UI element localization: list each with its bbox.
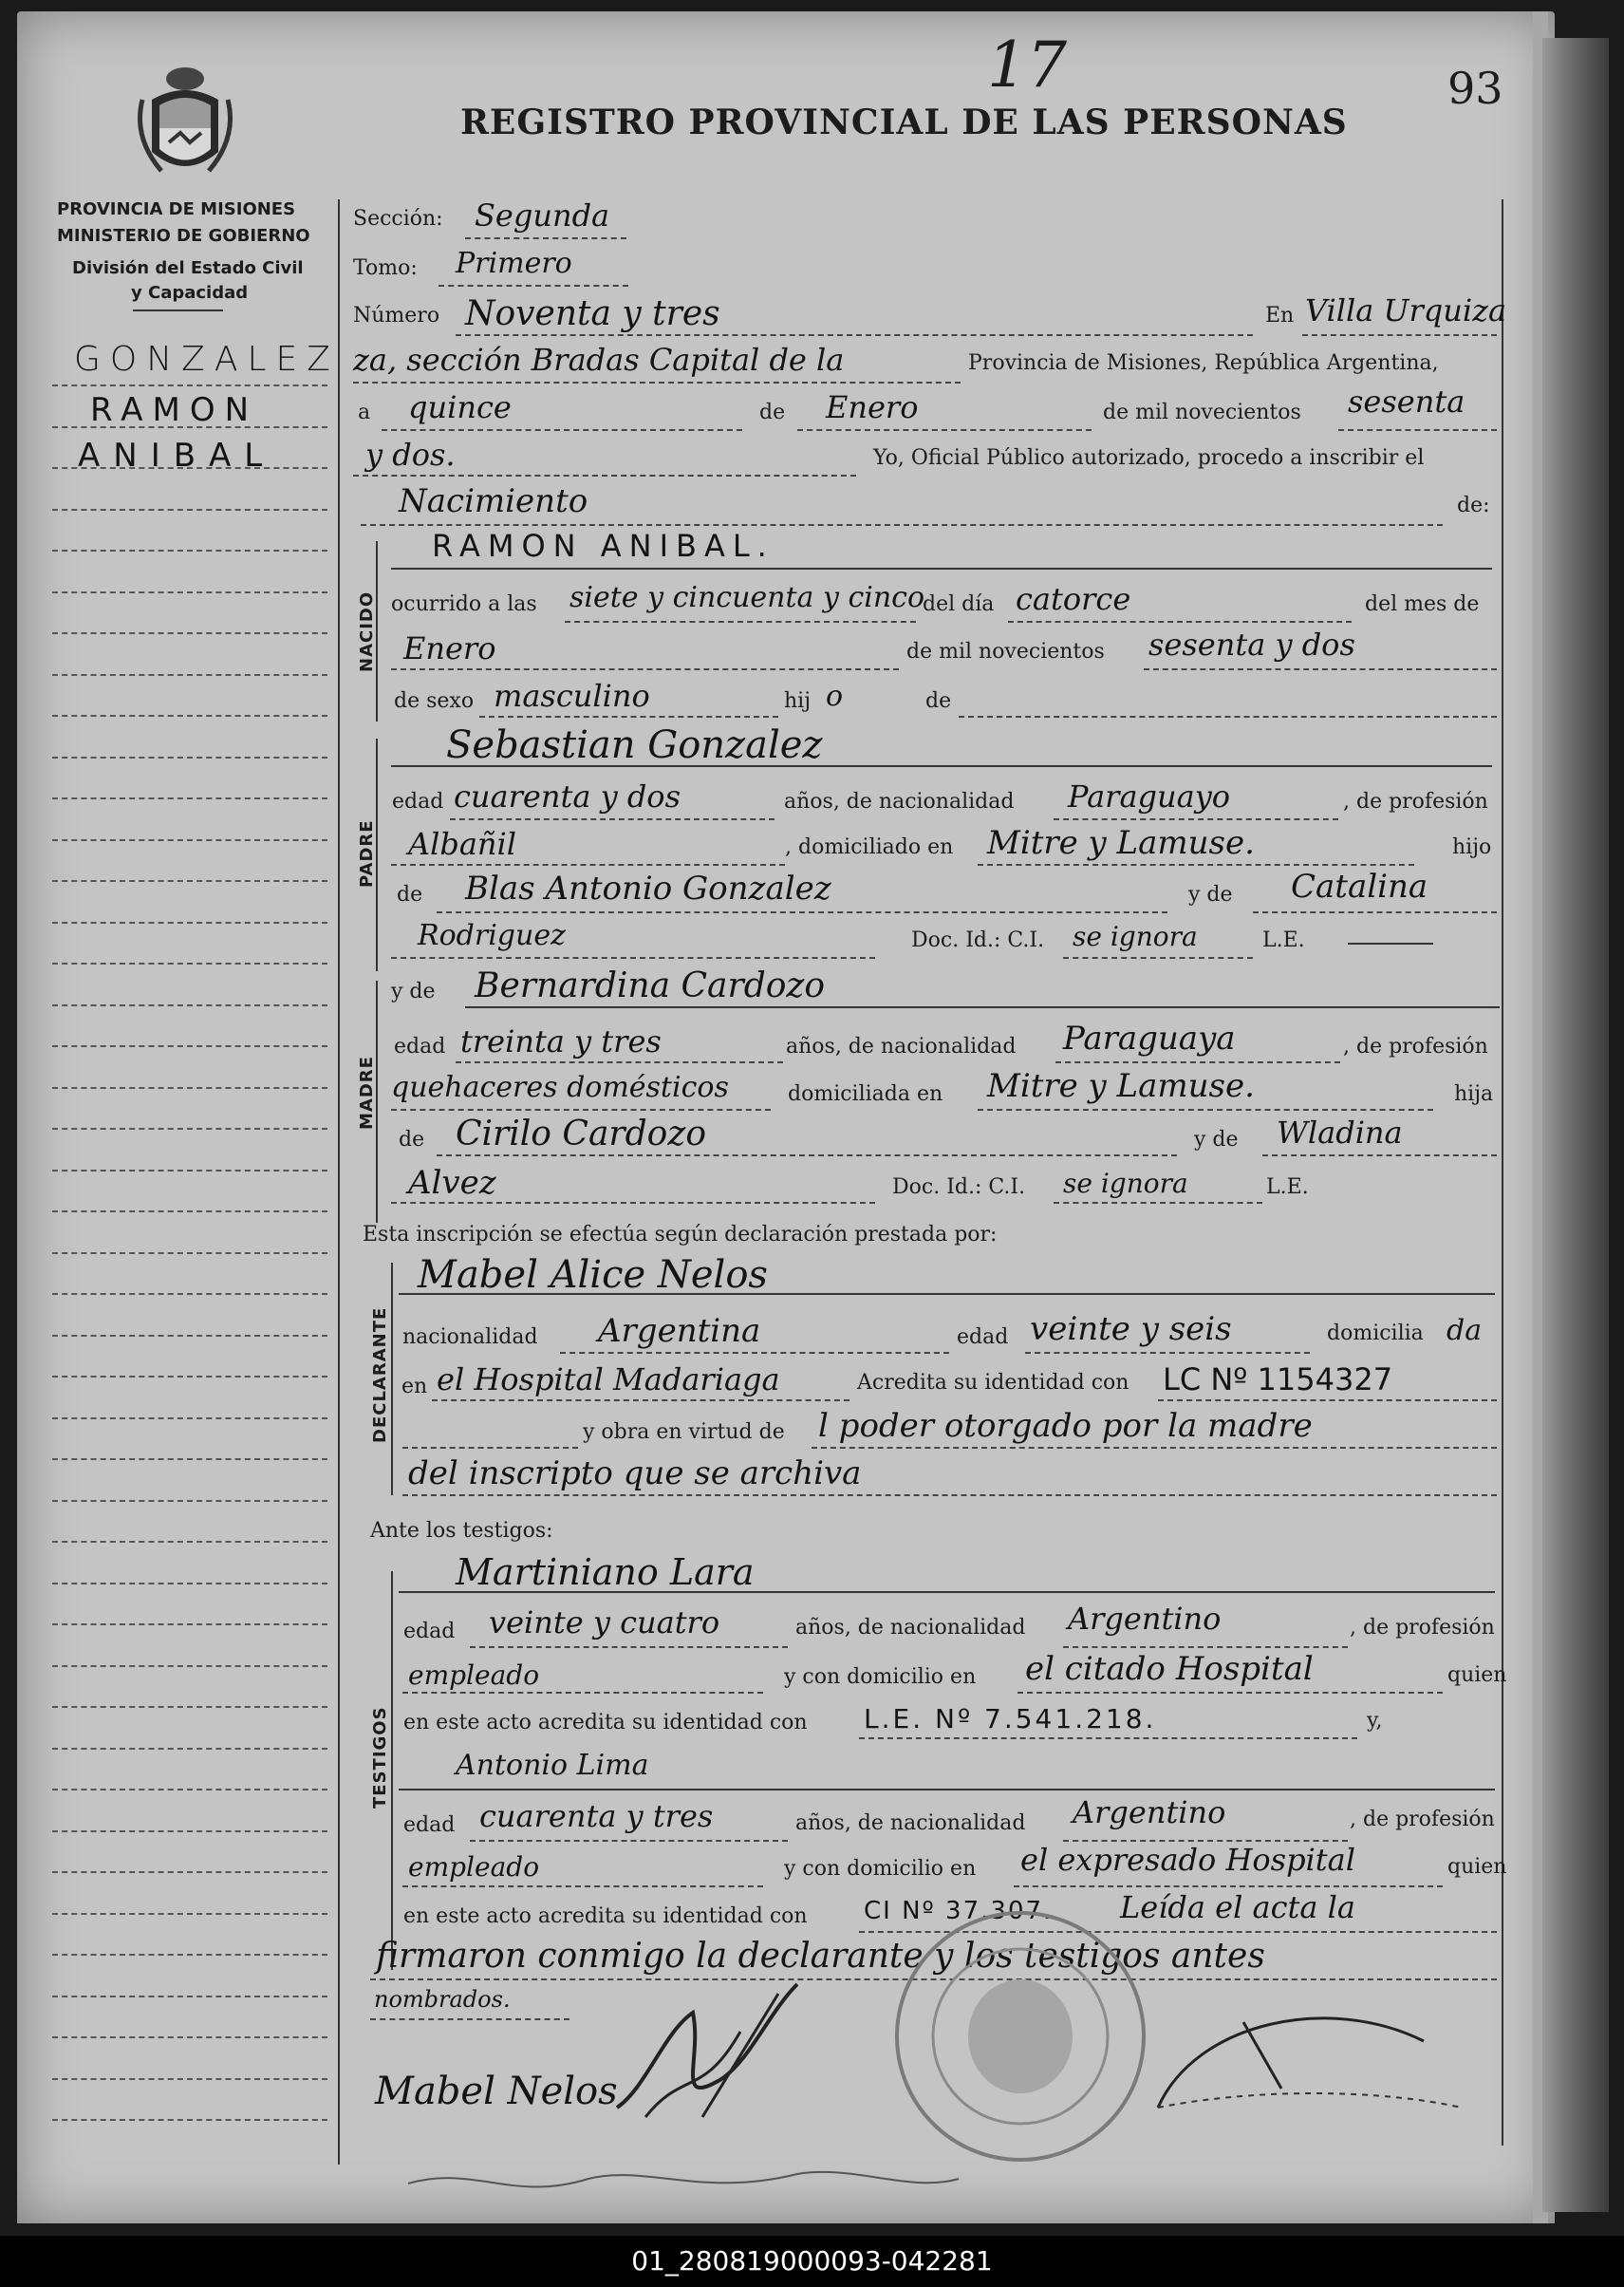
nacido-label: NACIDO: [357, 590, 377, 672]
seccion-line: [465, 237, 626, 239]
tomo-line: [439, 285, 628, 287]
t1-dom-label: y con domicilio en: [784, 1665, 977, 1689]
date-mil-label: de mil novecientos: [1103, 401, 1301, 424]
declarante-dom-label: domicilia: [1327, 1322, 1424, 1345]
acto-de-label: de:: [1457, 494, 1490, 517]
margin-rule-line: [52, 1541, 327, 1543]
del-dia-label: del día: [923, 592, 995, 616]
margin-rule-line: [52, 797, 327, 799]
madre-edad-line: [456, 1061, 783, 1063]
dia-value: catorce: [1016, 581, 1131, 617]
t2-documento: CI Nº 37.307.: [864, 1897, 1054, 1925]
testigo1-name-line: [399, 1591, 1495, 1593]
t2-profesion: empleado: [408, 1851, 540, 1883]
margin-rule-line: [52, 384, 327, 386]
declarante-obra2-line: [402, 1494, 1497, 1496]
testigos-label: TESTIGOS: [370, 1706, 390, 1809]
madre-hija-label: hija: [1454, 1082, 1494, 1106]
t1-documento: L.E. Nº 7.541.218.: [864, 1703, 1157, 1734]
place-value: Villa Urquiza: [1305, 292, 1507, 328]
margin-rule-line: [52, 1913, 327, 1915]
t1-y-label: y,: [1367, 1709, 1383, 1733]
padre-le-dash: [1348, 943, 1433, 945]
testigo2-name-line: [399, 1789, 1495, 1790]
padre-doc-line: [1063, 957, 1253, 959]
padre-edad: cuarenta y dos: [454, 778, 681, 815]
numero-value: Noventa y tres: [465, 294, 720, 333]
date-a-label: a: [358, 401, 371, 424]
padre-hijo-label: hijo: [1452, 835, 1492, 859]
madre-de-label: de: [399, 1128, 425, 1152]
place-continuation: za, sección Bradas Capital de la: [353, 342, 845, 378]
t2-nac-label: años, de nacionalidad: [795, 1811, 1026, 1835]
madre-prof-line: [391, 1109, 771, 1111]
ante-testigos-label: Ante los testigos:: [370, 1519, 553, 1543]
date-day-line: [382, 429, 742, 431]
seccion-value: Segunda: [475, 197, 610, 234]
t2-prof-line: [402, 1885, 763, 1887]
declarante-signature: Mabel Nelos: [375, 2070, 618, 2113]
padre-padre-de-line: [437, 911, 1167, 913]
mil-label: de mil novecientos: [906, 640, 1105, 664]
padre-nac-line: [1054, 818, 1338, 820]
t1-nacionalidad: Argentino: [1068, 1601, 1222, 1637]
declarante-nac-label: nacionalidad: [402, 1325, 538, 1349]
madre-doc-label: Doc. Id.: C.I.: [892, 1175, 1026, 1199]
padre-madre-de2-line: [391, 957, 875, 959]
t1-profesion: empleado: [408, 1659, 540, 1691]
padre-dom-label: , domiciliado en: [785, 835, 954, 859]
t2-continuation: Leída el acta la: [1120, 1889, 1355, 1925]
testigo1-name: Martiniano Lara: [456, 1551, 755, 1593]
padre-prof-label: , de profesión: [1343, 790, 1488, 814]
margin-rule-line: [52, 715, 327, 717]
t1-domicilio: el citado Hospital: [1025, 1650, 1314, 1688]
madre-edad: treinta y tres: [460, 1023, 662, 1059]
nacido-name-line: [391, 568, 1492, 570]
document-id: 01_280819000093-042281: [631, 2245, 993, 2277]
official-stamp-icon: [887, 1903, 1153, 2169]
padre-edad-line: [450, 818, 775, 820]
margin-rule-line: [52, 1830, 327, 1832]
declarante-name-line: [399, 1293, 1495, 1295]
padre-edad-label: edad: [392, 790, 444, 814]
padre-name-line: [391, 765, 1492, 767]
margin-rule-line: [52, 550, 327, 552]
t2-edad-label: edad: [403, 1813, 456, 1837]
madre-domicilio: Mitre y Lamuse.: [987, 1067, 1255, 1105]
testigos-bracket: [391, 1571, 393, 1970]
declarante-name: Mabel Alice Nelos: [418, 1253, 768, 1297]
sexo-label: de sexo: [394, 689, 475, 713]
margin-rule-line: [52, 1087, 327, 1089]
margin-rule-line: [52, 1665, 327, 1667]
padre-de-label: de: [397, 883, 423, 907]
declarante-nac-line: [560, 1352, 949, 1354]
ocurrido-label: ocurrido a las: [391, 592, 537, 616]
anio-value: sesenta y dos: [1148, 627, 1355, 663]
closing-line2-rule: [370, 2018, 569, 2020]
margin-rule-line: [52, 426, 327, 428]
page-title: REGISTRO PROVINCIAL DE LAS PERSONAS: [460, 103, 1348, 142]
t1-doc-line: [859, 1737, 1357, 1739]
madre-y-de-label2: y de: [1194, 1128, 1239, 1152]
oficial-text: Yo, Oficial Público autorizado, procedo a inscribir el: [873, 446, 1425, 470]
t2-edad-line: [470, 1840, 788, 1842]
margin-rule-line: [52, 1417, 327, 1419]
declarante-obra-pre-line: [402, 1447, 578, 1449]
t2-dom-line: [1014, 1885, 1443, 1887]
t1-edad-line: [470, 1646, 788, 1648]
date-day: quince: [408, 389, 512, 425]
acto-value: Nacimiento: [399, 482, 588, 520]
margin-rule-line: [52, 674, 327, 676]
margin-name1: RAMON: [90, 391, 259, 429]
t2-prof-label: , de profesión: [1350, 1808, 1495, 1831]
padre-label: PADRE: [357, 819, 377, 888]
padre-domicilio: Mitre y Lamuse.: [987, 824, 1255, 862]
official-signature-icon: [607, 1975, 816, 2136]
anio-line: [1144, 668, 1497, 670]
madre-dom-line: [978, 1109, 1433, 1111]
closing-line1: firmaron conmigo la declarante y los testigos antes: [376, 1937, 1265, 1976]
margin-rule-line: [52, 1954, 327, 1956]
padre-dom-line: [978, 864, 1414, 866]
madre-madre-de2-line: [391, 1202, 875, 1204]
padre-le-label: L.E.: [1262, 928, 1305, 952]
madre-madre-de1: Wladina: [1277, 1115, 1403, 1151]
madre-madre-de2: Alvez: [408, 1164, 496, 1202]
padre-nacionalidad: Paraguayo: [1068, 778, 1231, 815]
margin-name2: ANIBAL: [78, 437, 276, 475]
t2-quien-label: quien: [1447, 1855, 1507, 1879]
tomo-value: Primero: [456, 247, 572, 280]
date-month-line: [797, 429, 1092, 431]
sexo-value: masculino: [494, 678, 650, 714]
t1-nac-line: [1063, 1646, 1348, 1648]
mes-value: Enero: [403, 630, 496, 666]
margin-rule-line: [52, 2036, 327, 2038]
date-year2: y dos.: [365, 437, 456, 473]
margin-rule-line: [52, 2078, 327, 2080]
padre-madre-de2: Rodriguez: [418, 919, 566, 952]
margin-rule-line: [52, 880, 327, 882]
footer-bar: [0, 2236, 1624, 2287]
madre-padre-de-line: [437, 1154, 1177, 1156]
margin-rule-line: [52, 1210, 327, 1212]
closing-line2: nombrados.: [374, 1986, 511, 2013]
page-number: 93: [1447, 63, 1503, 114]
padre-doc: se ignora: [1073, 921, 1198, 952]
office-underline: [133, 309, 223, 311]
margin-rule-line: [52, 591, 327, 593]
date-year2-line: [353, 475, 856, 477]
madre-nac-line: [1055, 1061, 1340, 1063]
margin-rule-line: [52, 509, 327, 511]
padre-madre-de1-line: [1253, 911, 1497, 913]
madre-padre-de: Cirilo Cardozo: [456, 1115, 706, 1153]
date-year1: sesenta: [1348, 384, 1465, 420]
t1-nac-label: años, de nacionalidad: [795, 1616, 1026, 1640]
bottom-scribble-icon: [399, 2155, 968, 2212]
madre-prof-label: , de profesión: [1343, 1035, 1488, 1059]
hijo-suffix: o: [826, 680, 844, 713]
handwritten-folio: 17: [987, 28, 1067, 102]
madre-doc-line: [1054, 1202, 1262, 1204]
declarante-acredita-label: Acredita su identidad con: [857, 1371, 1129, 1395]
province-text: Provincia de Misiones, República Argentina,: [968, 351, 1439, 375]
mes-label: del mes de: [1365, 592, 1480, 616]
office-capacity: y Capacidad: [131, 283, 249, 303]
tomo-label: Tomo:: [353, 256, 418, 280]
declarante-obra1-line: [812, 1447, 1497, 1449]
dia-line: [1008, 621, 1352, 623]
acto-line: [361, 524, 1443, 526]
declarante-en-label: en: [401, 1375, 428, 1398]
t2-dom-label: y con domicilio en: [784, 1857, 977, 1881]
margin-rule-line: [52, 1293, 327, 1295]
form-left-border: [338, 199, 340, 2165]
date-year-line: [1338, 429, 1497, 431]
madre-nac-label: años, de nacionalidad: [786, 1035, 1017, 1059]
padre-madre-de1: Catalina: [1291, 868, 1428, 906]
t1-prof-label: , de profesión: [1350, 1616, 1495, 1640]
nacido-name: RAMON ANIBAL.: [432, 528, 775, 564]
declarante-label: DECLARANTE: [370, 1306, 390, 1443]
declarante-bracket: [391, 1263, 393, 1495]
inscripcion-label: Esta inscripción se efectúa según declaración prestada por:: [363, 1223, 998, 1247]
place2-line: [353, 382, 961, 384]
madre-doc: se ignora: [1063, 1168, 1188, 1199]
declarante-edad: veinte y seis: [1030, 1310, 1232, 1348]
t1-acto-label: en este acto acredita su identidad con: [403, 1711, 808, 1734]
padre-padre-de: Blas Antonio Gonzalez: [465, 870, 831, 908]
coat-of-arms-icon: [133, 62, 237, 185]
declarante-obra1: l poder otorgado por la madre: [818, 1407, 1313, 1445]
padre-nac-label: años, de nacionalidad: [784, 790, 1015, 814]
margin-rule-line: [52, 922, 327, 924]
declarante-documento: LC Nº 1154327: [1163, 1361, 1393, 1397]
margin-rule-line: [52, 757, 327, 759]
numero-line: [456, 334, 1253, 336]
declarante-dom-suffix: da: [1447, 1314, 1483, 1347]
seccion-label: Sección:: [353, 207, 443, 231]
margin-rule-line: [52, 839, 327, 841]
hijo-label: hij: [784, 689, 812, 713]
declarante-nacionalidad: Argentina: [598, 1312, 761, 1350]
madre-y-de-label: y de: [391, 980, 436, 1003]
padre-profesion: Albañil: [408, 826, 516, 862]
hora-line: [565, 621, 916, 623]
padre-name: Sebastian Gonzalez: [446, 723, 823, 767]
declarante-obra2: del inscripto que se archiva: [408, 1454, 862, 1492]
margin-rule-line: [52, 1583, 327, 1584]
margin-rule-line: [52, 2119, 327, 2121]
hora-value: siete y cincuenta y cinco: [569, 581, 925, 614]
declarante-edad-line: [1025, 1352, 1310, 1354]
declarante-doc-line: [1158, 1399, 1497, 1401]
testigo2-name: Antonio Lima: [456, 1749, 649, 1782]
madre-profesion: quehaceres domésticos: [391, 1071, 729, 1104]
declarante-obra-label: y obra en virtud de: [583, 1420, 785, 1444]
margin-rule-line: [52, 1004, 327, 1006]
page-binding-shadow: [1542, 38, 1609, 2212]
t1-prof-line: [402, 1692, 763, 1694]
madre-nacionalidad: Paraguaya: [1063, 1020, 1236, 1058]
t2-domicilio: el expresado Hospital: [1020, 1842, 1355, 1878]
margin-rule-line: [52, 1376, 327, 1378]
margin-rule-line: [52, 1623, 327, 1625]
margin-rule-line: [52, 1748, 327, 1750]
padre-prof-line: [391, 864, 785, 866]
date-month: Enero: [826, 389, 919, 425]
margin-rule-line: [52, 1335, 327, 1337]
padre-y-de-label: y de: [1188, 883, 1233, 907]
mes-line: [391, 668, 899, 670]
margin-rule-line: [52, 1045, 327, 1047]
office-division: División del Estado Civil: [72, 258, 304, 278]
sexo-line: [479, 716, 778, 718]
t2-edad: cuarenta y tres: [479, 1798, 714, 1834]
margin-rule-line: [52, 1706, 327, 1708]
margin-rule-line: [52, 1252, 327, 1254]
office-province: PROVINCIA DE MISIONES: [57, 199, 296, 219]
margin-rule-line: [52, 1458, 327, 1460]
padre-doc-label: Doc. Id.: C.I.: [911, 928, 1045, 952]
madre-dom-label: domiciliada en: [788, 1082, 943, 1106]
margin-rule-line: [52, 632, 327, 634]
margin-rule-line: [52, 1500, 327, 1502]
madre-edad-label: edad: [394, 1035, 446, 1059]
declarante-lugar: el Hospital Madariaga: [437, 1361, 780, 1397]
madre-madre-de1-line: [1262, 1154, 1497, 1156]
t2-acto-label: en este acto acredita su identidad con: [403, 1904, 808, 1928]
t1-edad-label: edad: [403, 1620, 456, 1643]
margin-rule-line: [52, 1996, 327, 1997]
margin-rule-line: [52, 1170, 327, 1172]
place-line: [1302, 334, 1497, 336]
declarante-lugar-line: [432, 1399, 849, 1401]
en-label: En: [1265, 304, 1295, 328]
madre-name: Bernardina Cardozo: [475, 966, 826, 1005]
form-right-border: [1502, 199, 1503, 2146]
date-de-label: de: [759, 401, 786, 424]
de-line: [959, 716, 1497, 718]
declarante-edad-label: edad: [957, 1325, 1009, 1349]
margin-rule-line: [52, 1871, 327, 1873]
t1-edad: veinte y cuatro: [489, 1604, 720, 1640]
madre-le-label: L.E.: [1266, 1175, 1309, 1199]
notary-signature-icon: [1139, 2003, 1471, 2136]
madre-name-line: [465, 1006, 1500, 1008]
office-ministry: MINISTERIO DE GOBIERNO: [57, 226, 310, 246]
de-label: de: [925, 689, 952, 713]
t2-nacionalidad: Argentino: [1073, 1794, 1226, 1830]
margin-rule-line: [52, 1128, 327, 1130]
margin-surname: GONZALEZ: [74, 340, 340, 379]
t1-quien-label: quien: [1447, 1663, 1507, 1687]
margin-rule-line: [52, 963, 327, 965]
margin-rule-line: [52, 467, 327, 469]
margin-rule-line: [52, 1789, 327, 1790]
t1-dom-line: [1017, 1692, 1443, 1694]
numero-label: Número: [353, 304, 440, 328]
madre-label: MADRE: [357, 1056, 377, 1130]
